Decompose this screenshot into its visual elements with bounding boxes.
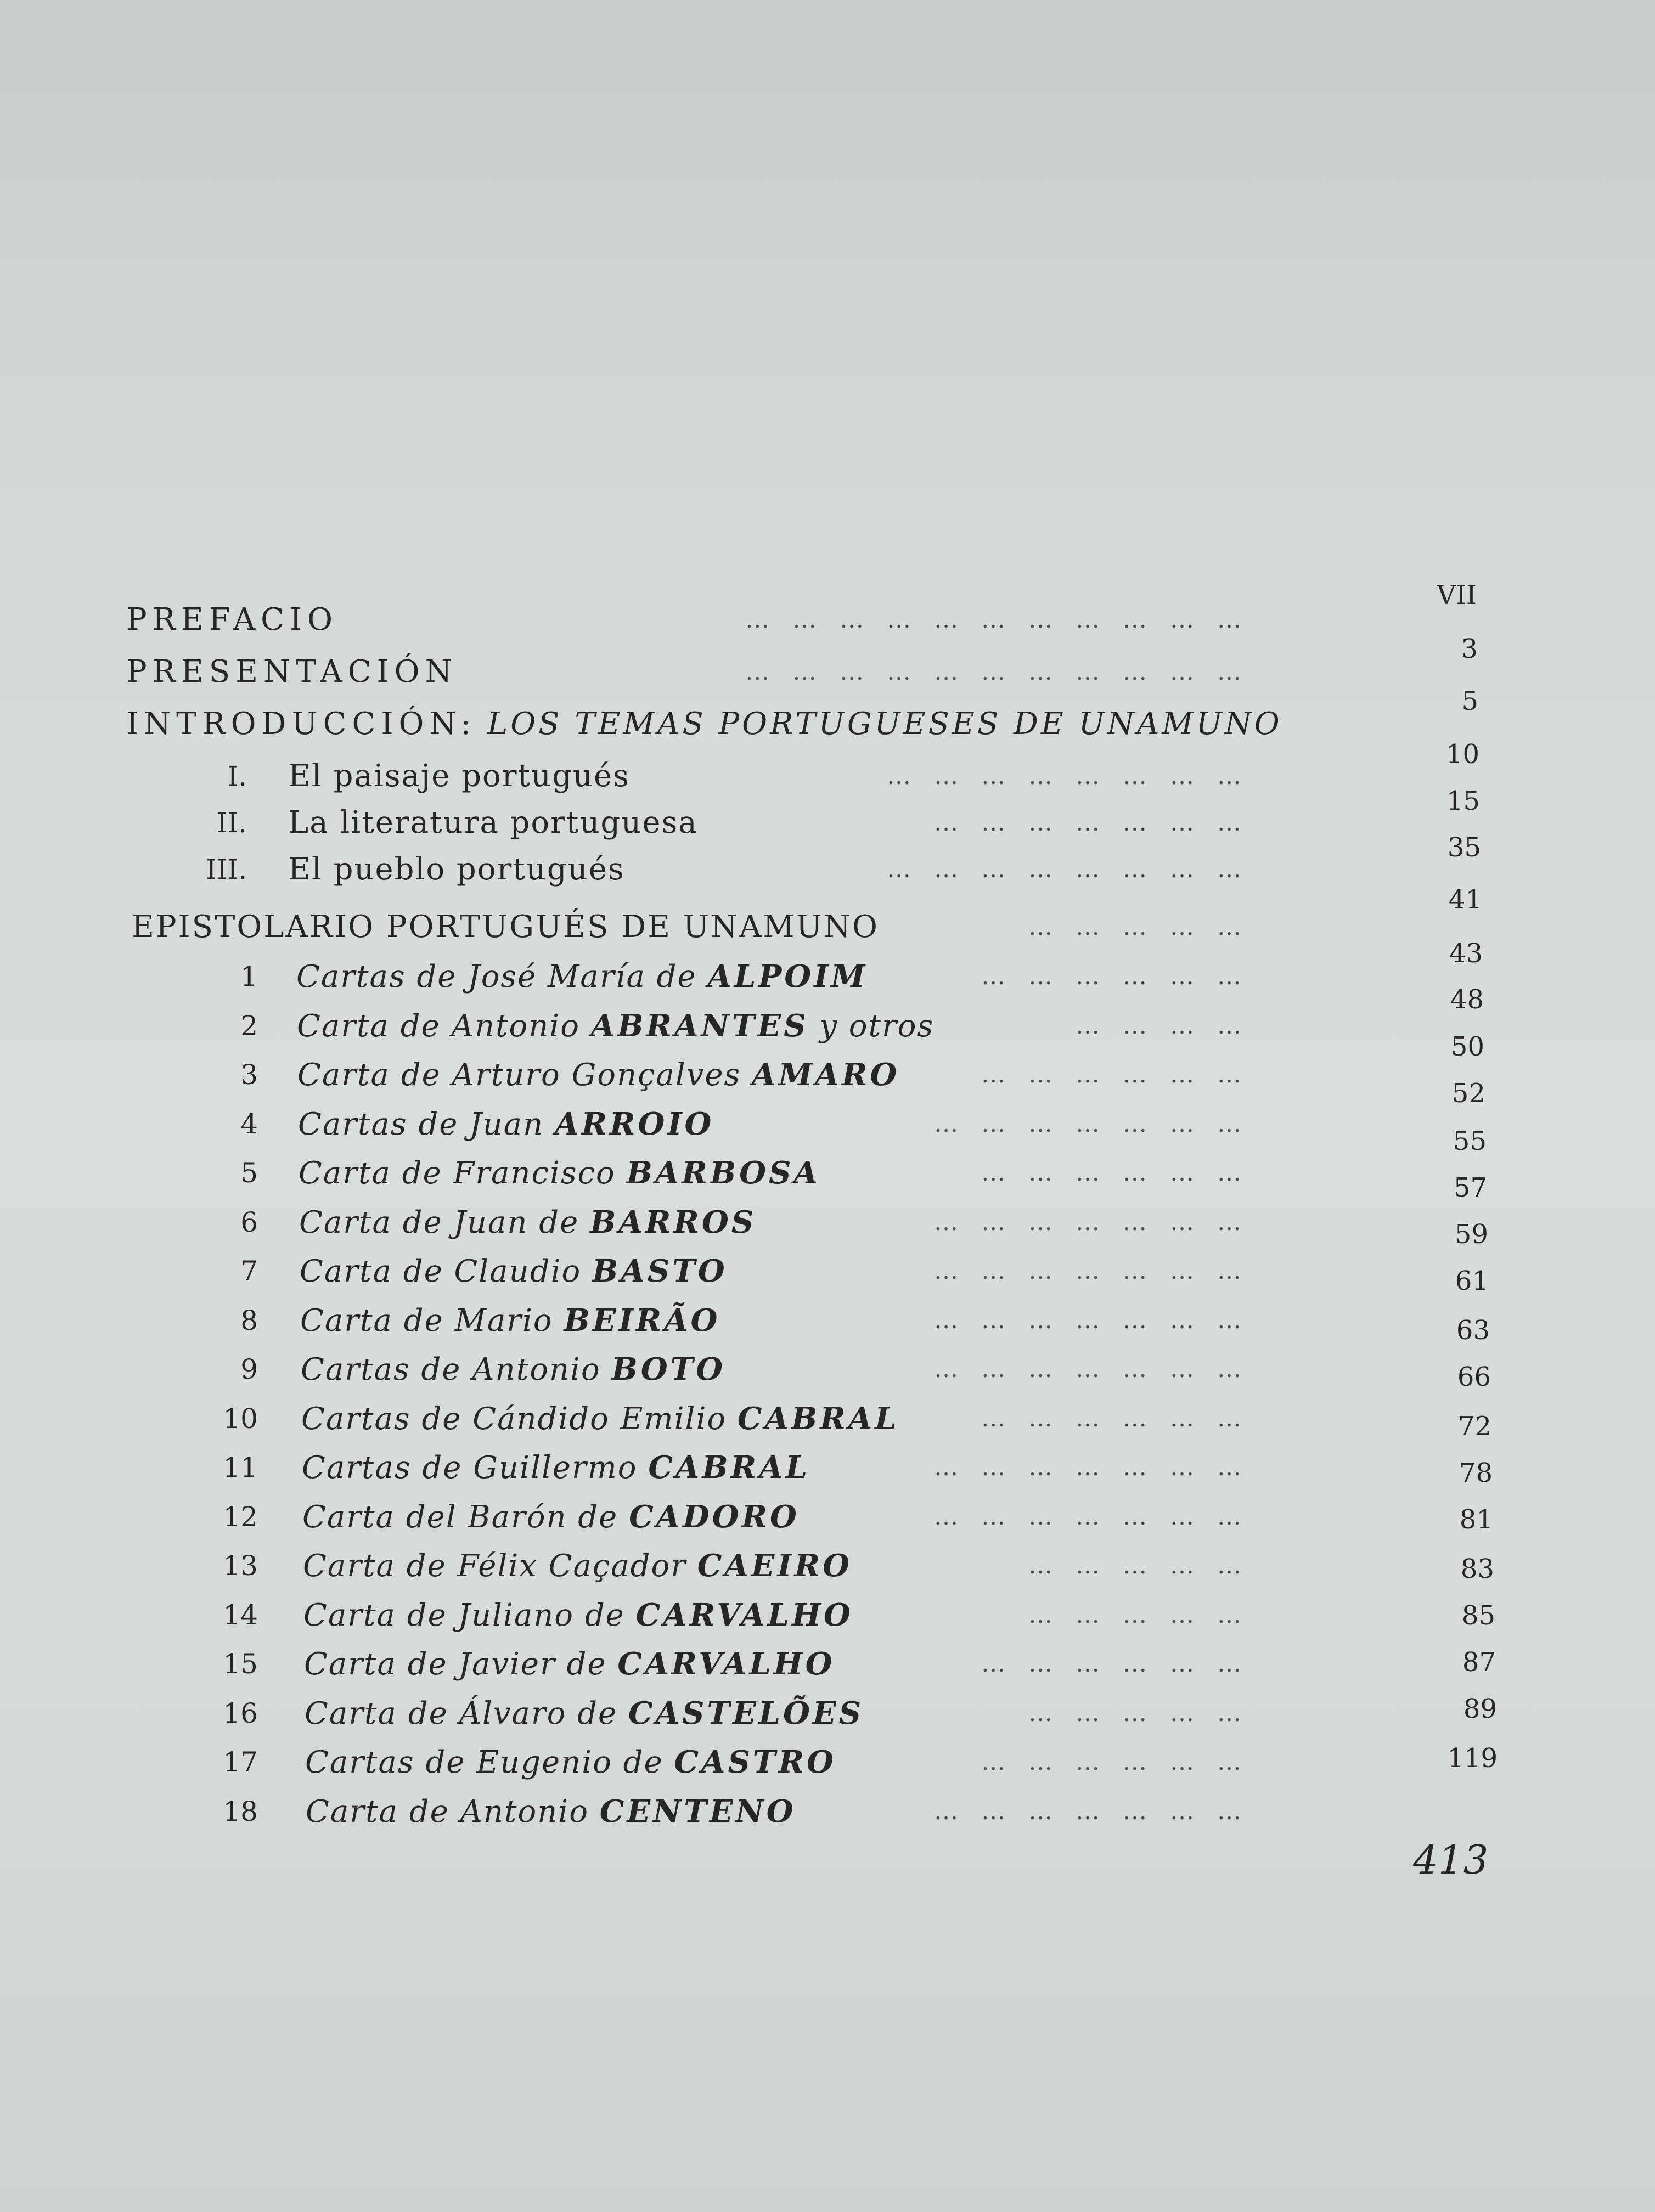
leader-dots: … … … … … … [981,1159,1249,1187]
letter-title [301,1345,725,1395]
letter-title [300,1296,720,1346]
letter-number: 12 [223,1501,258,1533]
leader-dots: … … … … … [1028,1551,1249,1579]
letter-title [296,952,868,1002]
toc-label: INTRODUCCIÓN: LOS TEMAS PORTUGUESES DE UNAMUNO [126,706,1282,742]
letter-kind: Carta [303,1598,396,1633]
chapter-number: I. [227,760,247,792]
leader-dots: … … … … … … [981,1650,1249,1678]
letter-number: 8 [240,1305,258,1336]
letter-number: 1 [240,961,258,992]
toc-letter-entry [0,1345,1655,1394]
chapter-title: La literatura portuguesa [288,805,698,840]
letter-title [299,1198,756,1248]
page-number: 61 [1455,1266,1489,1296]
page-number: 57 [1453,1172,1487,1203]
letter-title [306,1787,796,1837]
letter-kind: Cartas [301,1352,410,1387]
letter-correspondent-prefix: de Antonio [400,1008,580,1044]
toc-letter-entry [0,1639,1655,1689]
page-number: 81 [1459,1504,1493,1535]
letter-correspondent-prefix: de Mario [403,1303,553,1339]
letter-correspondent-prefix: de Juan [418,1107,544,1142]
letter-correspondent-prefix: de Javier de [407,1646,607,1682]
toc-subtitle: LOS TEMAS PORTUGUESES DE UNAMUNO [487,706,1282,742]
toc-letter-entry [0,1198,1655,1247]
page-number: 85 [1461,1600,1495,1631]
chapter-number: II. [216,807,247,839]
page-number: 59 [1454,1219,1488,1250]
letter-title [302,1492,800,1542]
letter-correspondent-prefix: del Barón de [406,1499,618,1535]
letter-title [299,1148,820,1198]
letter-kind: Cartas [298,1107,408,1142]
letter-title [303,1590,853,1640]
letter-correspondent-prefix: de Cándido Emilio [421,1401,727,1437]
letter-correspondent-prefix: de Guillermo [422,1450,638,1486]
letter-correspondent-prefix: de Félix Caçador [406,1548,686,1584]
toc-letter-entry [0,1099,1655,1149]
leader-dots: … … … … … [1028,1601,1249,1629]
chapter-title: El pueblo portugués [288,851,625,887]
toc-label: PREFACIO [126,602,339,637]
letter-title [298,1099,714,1149]
letter-kind: Carta [306,1794,398,1830]
letter-title [297,1001,934,1051]
letter-correspondent-surname: CASTRO [674,1744,836,1780]
letter-correspondent-prefix: de Francisco [402,1155,616,1191]
page-number: 78 [1459,1458,1493,1488]
letter-kind: Cartas [301,1401,411,1437]
toc-entry-prefacio [0,595,1655,645]
letter-correspondent-surname: CENTENO [599,1793,796,1830]
letter-correspondent-surname: CADORO [629,1499,800,1535]
toc-chapter [0,752,1655,801]
leader-dots: … … … … … … … [934,1797,1249,1825]
leader-dots: … … … … … … … … [887,762,1249,790]
leader-dots: … … … … [1076,1012,1249,1040]
page-number: 41 [1448,884,1482,915]
letter-number: 11 [223,1452,258,1483]
letter-title [305,1737,836,1787]
page-number: 3 [1461,634,1478,664]
letter-correspondent-prefix: de Eugenio de [425,1745,663,1780]
letter-kind: Carta [304,1646,397,1682]
letter-correspondent-surname: CASTELÕES [628,1695,864,1731]
letter-kind: Cartas [296,959,406,995]
letter-number: 14 [223,1599,258,1631]
leader-dots: … … … … … … … … … … … [745,606,1249,634]
page-number: 72 [1457,1411,1491,1442]
toc-letter-entry [0,1148,1655,1198]
leader-dots: … … … … … … … [934,1306,1249,1334]
page-number: 52 [1451,1078,1485,1109]
leader-dots: … … … … … … … [934,1355,1249,1383]
letter-correspondent-prefix: de Juliano de [407,1598,625,1633]
page-number: 63 [1456,1315,1490,1346]
toc-label: PRESENTACIÓN [126,654,458,690]
letter-kind: Carta [297,1057,390,1093]
page-number: 48 [1450,984,1484,1015]
leader-dots: … … … … … … … [934,1208,1249,1236]
letter-kind: Carta [305,1696,397,1731]
letter-correspondent-surname: CABRAL [737,1401,899,1437]
letter-kind: Carta [299,1155,391,1191]
letter-number: 2 [240,1010,258,1042]
letter-title [300,1246,728,1296]
page-number: 66 [1457,1362,1491,1392]
leader-dots: … … … … … … [981,1404,1249,1432]
toc-entry-introduccion [0,699,1655,749]
letter-correspondent-surname: BASTO [592,1253,728,1289]
page-number: 15 [1446,786,1480,816]
toc-letter-entry [0,1689,1655,1738]
letter-kind: Carta [302,1499,395,1535]
toc-letter-entry [0,1443,1655,1492]
leader-dots: … … … … … … [981,962,1249,990]
leader-dots: … … … … … … … … [887,855,1249,883]
letter-kind: Carta [299,1205,392,1240]
toc-chapter [0,798,1655,848]
page-folio: 413 [1413,1837,1489,1883]
toc-letter-entry [0,1296,1655,1345]
leader-dots: … … … … … … … [934,1110,1249,1138]
letter-kind: Carta [303,1548,396,1584]
toc-letter-entry [0,1492,1655,1542]
letter-correspondent-surname: ARROIO [555,1106,714,1142]
toc-letter-entry [0,1590,1655,1640]
leader-dots: … … … … … [1028,1699,1249,1727]
letter-correspondent-surname: ABRANTES [590,1008,809,1044]
page-number: 35 [1447,832,1481,863]
letter-title [302,1443,810,1493]
page-number: 50 [1450,1031,1484,1062]
letter-number: 9 [240,1353,258,1385]
letter-title [304,1639,835,1689]
letter-number: 6 [240,1206,258,1238]
page-number: 43 [1449,938,1483,969]
letter-correspondent-surname: CAEIRO [697,1548,852,1584]
letter-number: 3 [240,1059,258,1091]
letter-kind: Carta [300,1254,392,1289]
toc-label: EPISTOLARIO PORTUGUÉS DE UNAMUNO [132,909,879,945]
letter-correspondent-prefix: de Juan de [402,1205,579,1240]
letter-correspondent-prefix: de Antonio [409,1794,589,1830]
page-number: 119 [1447,1743,1498,1774]
letter-number: 13 [223,1550,258,1582]
letter-correspondent-prefix: de Antonio [421,1352,601,1387]
letter-correspondent-prefix: de Claudio [403,1254,582,1289]
page-number: 89 [1463,1694,1497,1724]
letter-number: 7 [240,1255,258,1287]
letter-correspondent-surname: CARVALHO [617,1646,835,1682]
leader-dots: … … … … … … … [934,809,1249,837]
page-number: 5 [1461,686,1478,716]
toc-letter-entry [0,1787,1655,1836]
toc-letter-entry [0,952,1655,1001]
letter-number: 17 [223,1746,258,1778]
toc-letter-entry [0,1050,1655,1099]
toc-letter-entry [0,1001,1655,1051]
letter-correspondent-surname: AMARO [752,1057,900,1093]
letter-extra: y otros [819,1008,935,1044]
page-number: 55 [1453,1126,1487,1156]
letter-kind: Carta [297,1008,390,1044]
page-number: 83 [1460,1554,1494,1584]
letter-kind: Cartas [305,1745,415,1780]
page-number: 10 [1445,739,1479,770]
leader-dots: … … … … … … [981,1060,1249,1088]
toc-letter-entry [0,1737,1655,1787]
page-number: VII [1437,580,1477,611]
toc-letter-entry [0,1246,1655,1296]
toc-entry-epistolario [0,902,1655,952]
letter-number: 15 [223,1648,258,1680]
letter-title [305,1689,864,1739]
chapter-number: III. [205,854,247,885]
letter-correspondent-surname: CARVALHO [635,1597,853,1633]
letter-title [303,1541,852,1591]
letter-correspondent-surname: ALPOIM [707,958,868,995]
toc-letter-entry [0,1541,1655,1590]
letter-correspondent-surname: BARBOSA [626,1155,820,1191]
toc-entry-presentacion [0,647,1655,697]
letter-correspondent-surname: CABRAL [648,1449,810,1486]
letter-correspondent-surname: BOTO [611,1351,726,1387]
leader-dots: … … … … … … … [934,1257,1249,1285]
leader-dots: … … … … … … … … … … … [745,658,1249,686]
leader-dots: … … … … … … … [934,1453,1249,1481]
letter-kind: Carta [300,1303,393,1339]
toc-chapter [0,845,1655,894]
letter-number: 16 [223,1697,258,1729]
leader-dots: … … … … … … … [934,1503,1249,1531]
letter-correspondent-prefix: de Álvaro de [408,1696,618,1731]
page-number: 87 [1462,1647,1496,1678]
letter-number: 10 [223,1403,258,1435]
toc-letter-entry [0,1394,1655,1443]
chapter-title: El paisaje portugués [288,758,630,794]
letter-number: 18 [223,1796,258,1827]
letter-correspondent-surname: BEIRÃO [564,1302,720,1339]
letter-title [301,1394,899,1444]
letter-title [297,1050,899,1100]
leader-dots: … … … … … … [981,1748,1249,1776]
letter-correspondent-surname: BARROS [590,1204,757,1240]
letter-number: 4 [240,1108,258,1140]
letter-number: 5 [240,1157,258,1189]
letter-correspondent-prefix: de José María de [416,959,697,995]
letter-correspondent-prefix: de Arturo Gonçalves [401,1057,741,1093]
letter-kind: Cartas [302,1450,412,1486]
leader-dots: … … … … … [1028,913,1249,941]
